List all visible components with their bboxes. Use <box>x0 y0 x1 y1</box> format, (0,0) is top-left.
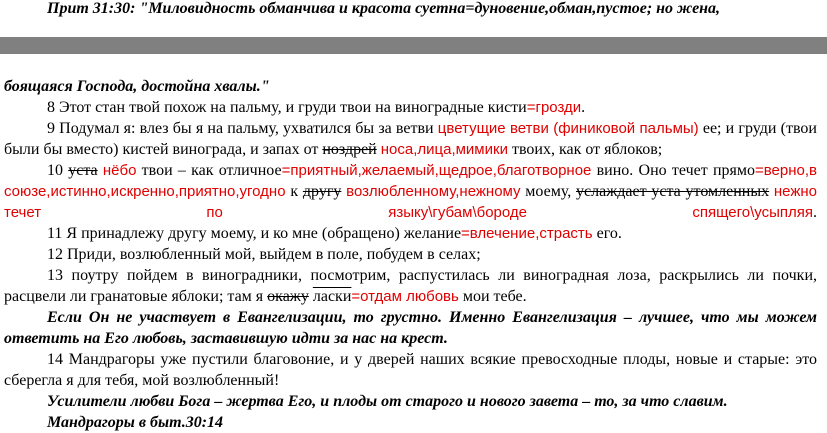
header-verse-line: Прит 31:30: "Миловидность обманчива и красота суетна=дуновение,обман,пустое; но жена, <box>47 0 721 17</box>
verse-8-note: =грозди <box>526 99 582 116</box>
verse-10-text-c: твои – как отличное <box>136 162 282 179</box>
verse-8 <box>4 97 817 118</box>
verse-13 <box>4 265 817 307</box>
commentary-love: Усилители любви Бога – жертва Его, и плоды от старого и нового завета – то, за что славим. <box>47 393 728 410</box>
verse-10-note-5: нежно течет по языку\губам\бороде спящего\усыпляя <box>4 183 818 221</box>
commentary-mandrakes: Мандрагоры в быт.30:14 <box>47 414 224 431</box>
verse-13-overlined: ласки <box>312 288 352 305</box>
verse-9-text-a: 9 Подумал я: влез бы я на пальму, ухватился бы за ветви <box>47 120 438 137</box>
verse-9-note-2: носа,лица,мимики <box>380 141 508 158</box>
verse-10-note-1: нёбо <box>102 162 137 179</box>
verse-11-text-b: его. <box>592 225 622 242</box>
verse-9-text-b: ее; и груди (твои были бы вместо) кистей винограда, и запах от <box>4 120 817 158</box>
commentary-evangelism: Если Он не участвует в Евангелизации, то грустно. Именно Евангелизация – лучшее, что мы можем ответить на Его любовь, заставившую идти за нас на крест. <box>4 309 817 347</box>
verse-13-text-a: 13 поутру пойдем в виноградники, посмотрим, распустилась ли виноградная лоза, раскрылись ли почки, расцвели ли гранатовые яблоки; там я <box>4 267 817 305</box>
verse-10-num: 10 <box>47 162 69 179</box>
verse-13-text-c: мои тебе. <box>458 288 527 305</box>
verse-10-struck-1: уста <box>68 162 98 179</box>
verse-12: 12 Приди, возлюбленный мой, выйдем в поле, побудем в селах; <box>47 246 481 263</box>
verse-11-note: =влечение,страсть <box>461 225 593 242</box>
verse-10-struck-2: другу <box>302 183 342 200</box>
verse-13-struck: окажу <box>267 288 309 305</box>
verse-continuation: боящаяся Господа, достойна хвалы." <box>4 78 270 95</box>
page-gap-bar <box>0 37 827 54</box>
verse-11 <box>4 223 817 244</box>
verse-10-note-4: возлюбленному,нежному <box>346 183 521 200</box>
verse-9-text-d: твоих, как от яблоков; <box>507 141 663 158</box>
verse-9 <box>4 118 817 160</box>
verse-10-text-e: к <box>285 183 303 200</box>
verse-10-note-3: =верно,в союзе,истинно,искренно,приятно,угодно <box>4 162 818 200</box>
verse-13-note: =отдам любовь <box>351 288 459 305</box>
verse-9-note-1: цветущие ветви (финиковой пальмы) <box>437 120 699 137</box>
verse-8-text: 8 Этот стан твой похож на пальму, и груди твои на виноградные кисти <box>47 99 527 116</box>
verse-10-note-2: =приятный,желаемый,щедрое,благотворное <box>281 162 592 179</box>
verse-10-struck-3: услаждает уста утомленных <box>576 183 770 200</box>
verse-10-text-d: вино. Оно течет прямо <box>591 162 755 179</box>
verse-11-text-a: 11 Я принадлежу другу моему, и ко мне (обращено) желание <box>47 225 462 242</box>
verse-10-text-g: моему, <box>520 183 577 200</box>
verse-14: 14 Мандрагоры уже пустили благовоние, и у дверей наших всякие превосходные плоды, новые и старые: это сберегла я для тебя, мой возлюбленный! <box>4 351 817 389</box>
verse-10-end: . <box>813 204 817 221</box>
verse-10 <box>4 160 817 223</box>
document-body <box>4 76 817 433</box>
verse-9-struck: ноздрей <box>322 141 377 158</box>
verse-8-end: . <box>581 99 586 116</box>
